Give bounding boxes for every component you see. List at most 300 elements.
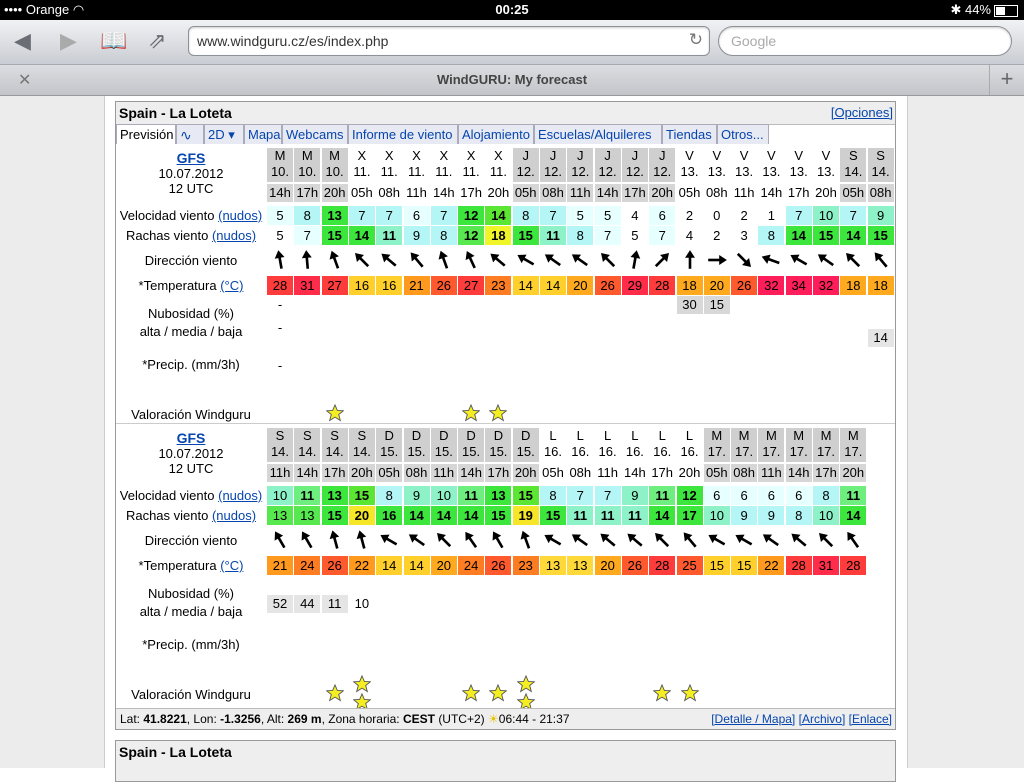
rating-stars xyxy=(322,673,348,713)
hour-cell: 17h xyxy=(485,464,511,482)
carrier-label: •••• Orange ◠ xyxy=(4,2,85,17)
speed-cell: 9 xyxy=(404,486,430,505)
temp-cell: 20 xyxy=(431,556,457,575)
tab-prevision[interactable]: Previsión xyxy=(116,124,176,144)
wind-arrow-icon xyxy=(513,249,539,273)
gusts-unit-link[interactable]: (nudos) xyxy=(211,508,257,523)
model-link[interactable]: GFS xyxy=(176,150,206,166)
rating-stars xyxy=(485,673,511,713)
speed-cell: 0 xyxy=(704,206,730,225)
hour-cell: 05h xyxy=(349,184,375,202)
day-header: L 16. xyxy=(595,428,621,462)
hour-cell: 17h xyxy=(294,184,320,202)
temp-cell: 13 xyxy=(567,556,593,575)
day-header: L 16. xyxy=(622,428,648,462)
wind-arrow-icon xyxy=(376,249,402,273)
gust-cell: 13 xyxy=(294,506,320,525)
rating-label: Valoración Windguru xyxy=(131,687,251,702)
gusts-unit-link[interactable]: (nudos) xyxy=(211,228,257,243)
cloud-low-cell: 10 xyxy=(354,596,370,611)
model-link[interactable]: GFS xyxy=(176,430,206,446)
gust-cell: 2 xyxy=(704,226,730,245)
hour-cell: 11h xyxy=(267,464,293,482)
hour-cell: 20h xyxy=(349,464,375,482)
gust-cell: 18 xyxy=(485,226,511,245)
day-header: L 16. xyxy=(540,428,566,462)
day-header: S 14. xyxy=(322,428,348,462)
hour-cell: 05h xyxy=(540,464,566,482)
day-header: M 17. xyxy=(840,428,866,462)
search-placeholder: Google xyxy=(731,33,777,49)
tab-2d[interactable]: 2D ▾ xyxy=(204,124,244,144)
cloud-label: Nubosidad (%) alta / media / baja xyxy=(139,306,243,339)
hour-cell: 20h xyxy=(840,464,866,482)
wave-icon: ∿ xyxy=(180,127,192,143)
precip-label: *Precip. (mm/3h) xyxy=(142,637,240,652)
url-text: www.windguru.cz/es/index.php xyxy=(197,33,389,49)
speed-label: Velocidad viento (nudos) xyxy=(119,208,263,223)
day-header: L 16. xyxy=(677,428,703,462)
wind-arrow-icon xyxy=(813,529,839,553)
gust-cell: 7 xyxy=(649,226,675,245)
gust-cell: 8 xyxy=(567,226,593,245)
hour-cell: 08h xyxy=(404,464,430,482)
gust-cell: 11 xyxy=(567,506,593,525)
day-header: J 12. xyxy=(540,148,566,182)
hour-cell: 05h xyxy=(840,184,866,202)
wind-arrow-icon xyxy=(622,529,648,553)
gust-cell: 17 xyxy=(677,506,703,525)
url-field[interactable] xyxy=(188,26,710,56)
model-date: 10.07.2012 xyxy=(158,166,224,181)
speed-cell: 8 xyxy=(513,206,539,225)
temp-cell: 27 xyxy=(458,276,484,295)
speed-cell: 11 xyxy=(649,486,675,505)
wind-arrow-icon xyxy=(567,529,593,553)
gusts-label: Rachas viento (nudos) xyxy=(125,508,257,523)
tab-informe[interactable]: Informe de viento xyxy=(348,124,458,144)
clock: 00:25 xyxy=(495,2,529,17)
hour-cell: 14h xyxy=(622,464,648,482)
star-icon xyxy=(677,684,703,702)
day-header: V 13. xyxy=(786,148,812,182)
wind-arrow-icon xyxy=(704,529,730,553)
temp-cell: 28 xyxy=(786,556,812,575)
cloud-low-cell: 52 xyxy=(267,595,293,613)
wind-arrow-icon xyxy=(758,529,784,553)
forecast-table xyxy=(115,101,896,730)
wifi-icon: ◠ xyxy=(72,2,85,17)
precip-label: *Precip. (mm/3h) xyxy=(142,357,240,372)
speed-cell: 8 xyxy=(813,486,839,505)
gust-cell: 5 xyxy=(267,226,293,245)
tab-mapa[interactable]: Mapa xyxy=(244,124,282,144)
speed-cell: 10 xyxy=(267,486,293,505)
hour-cell: 14h xyxy=(267,184,293,202)
hour-cell: 08h xyxy=(731,464,757,482)
precip-cell: - xyxy=(277,358,283,373)
hour-cell: 17h xyxy=(649,464,675,482)
hour-cell: 11h xyxy=(404,184,430,202)
model-run: 12 UTC xyxy=(168,181,214,196)
day-header: X 11. xyxy=(404,148,430,182)
hour-cell: 14h xyxy=(294,464,320,482)
hour-cell: 17h xyxy=(622,184,648,202)
temp-cell: 28 xyxy=(649,556,675,575)
gust-cell: 7 xyxy=(595,226,621,245)
wind-arrow-icon xyxy=(786,249,812,273)
speed-cell: 8 xyxy=(540,486,566,505)
bookmarks-icon[interactable]: 📖 xyxy=(100,28,128,53)
wind-arrow-icon xyxy=(595,249,621,273)
speed-cell: 11 xyxy=(458,486,484,505)
forecast-footer xyxy=(116,708,895,729)
hour-cell: 05h xyxy=(513,184,539,202)
gust-cell: 7 xyxy=(294,226,320,245)
tab-otros[interactable]: Otros... xyxy=(717,124,769,144)
star-icon xyxy=(485,684,511,702)
hour-cell: 20h xyxy=(649,184,675,202)
temp-cell: 14 xyxy=(404,556,430,575)
hour-cell: 17h xyxy=(813,464,839,482)
gust-cell: 14 xyxy=(404,506,430,525)
gust-cell: 10 xyxy=(704,506,730,525)
temp-cell: 23 xyxy=(513,556,539,575)
speed-label: Velocidad viento (nudos) xyxy=(119,488,263,503)
gust-cell: 11 xyxy=(595,506,621,525)
back-icon[interactable]: ◀ xyxy=(14,28,31,53)
star-icon xyxy=(349,675,375,693)
wind-arrow-icon xyxy=(267,249,293,273)
day-header: D 15. xyxy=(376,428,402,462)
options-link[interactable]: [Opciones] xyxy=(830,105,893,120)
hour-cell: 08h xyxy=(704,184,730,202)
gust-cell: 4 xyxy=(677,226,703,245)
temp-cell: 16 xyxy=(376,276,402,295)
wind-arrow-icon xyxy=(349,529,375,553)
speed-cell: 9 xyxy=(622,486,648,505)
wind-arrow-icon xyxy=(322,249,348,273)
speed-cell: 6 xyxy=(731,486,757,505)
cloud-low-cell: 11 xyxy=(322,595,348,613)
wind-arrow-icon xyxy=(431,529,457,553)
speed-cell: 15 xyxy=(513,486,539,505)
wind-arrow-icon xyxy=(868,249,894,273)
second-forecast-table xyxy=(115,740,896,782)
speed-cell: 5 xyxy=(567,206,593,225)
gust-cell: 8 xyxy=(431,226,457,245)
cloud-label: Nubosidad (%) alta / media / baja xyxy=(139,586,243,619)
temp-cell: 18 xyxy=(677,276,703,295)
temp-cell: 18 xyxy=(840,276,866,295)
speed-cell: 13 xyxy=(485,486,511,505)
sun-times: 06:44 - 21:37 xyxy=(498,712,570,726)
temp-unit-link[interactable]: (°C) xyxy=(220,558,244,573)
gust-cell: 15 xyxy=(513,226,539,245)
day-header: M 17. xyxy=(731,428,757,462)
temp-unit-link[interactable]: (°C) xyxy=(220,278,244,293)
star-icon xyxy=(458,404,484,422)
gust-cell: 14 xyxy=(786,226,812,245)
day-header: V 13. xyxy=(758,148,784,182)
day-header: J 12. xyxy=(649,148,675,182)
direction-label: Dirección viento xyxy=(144,533,238,548)
temp-cell: 22 xyxy=(758,556,784,575)
temp-cell: 16 xyxy=(349,276,375,295)
gust-cell: 20 xyxy=(349,506,375,525)
cloud-low-cell: 14 xyxy=(868,329,894,347)
hour-cell: 20h xyxy=(485,184,511,202)
speed-cell: 7 xyxy=(567,486,593,505)
hour-cell: 14h xyxy=(595,184,621,202)
speed-cell: 6 xyxy=(649,206,675,225)
day-header: D 15. xyxy=(485,428,511,462)
forward-icon[interactable]: ▶ xyxy=(60,28,77,53)
wind-arrow-icon xyxy=(404,529,430,553)
hour-cell: 08h xyxy=(376,184,402,202)
temp-cell: 13 xyxy=(540,556,566,575)
wind-arrow-icon xyxy=(758,249,784,273)
gust-cell: 15 xyxy=(322,506,348,525)
speed-cell: 2 xyxy=(731,206,757,225)
hour-cell: 17h xyxy=(458,184,484,202)
star-icon xyxy=(322,404,348,422)
day-header: M 10. xyxy=(294,148,320,182)
gust-cell: 15 xyxy=(813,226,839,245)
speed-cell: 8 xyxy=(294,206,320,225)
gust-cell: 16 xyxy=(376,506,402,525)
tab-webcams[interactable]: Webcams xyxy=(282,124,348,144)
speed-cell: 7 xyxy=(431,206,457,225)
temp-cell: 26 xyxy=(431,276,457,295)
hour-cell: 08h xyxy=(567,464,593,482)
temp-cell: 14 xyxy=(513,276,539,295)
star-icon xyxy=(458,684,484,702)
day-header: M 10. xyxy=(322,148,348,182)
day-header: D 15. xyxy=(431,428,457,462)
temp-cell: 20 xyxy=(595,556,621,575)
speed-cell: 5 xyxy=(267,206,293,225)
direction-label: Dirección viento xyxy=(144,253,238,268)
day-header: M 10. xyxy=(267,148,293,182)
temp-cell: 15 xyxy=(731,556,757,575)
speed-cell: 6 xyxy=(786,486,812,505)
speed-cell: 9 xyxy=(868,206,894,225)
gust-cell: 15 xyxy=(868,226,894,245)
footer-links xyxy=(711,712,892,726)
wind-arrow-icon xyxy=(349,249,375,273)
close-tab-icon[interactable]: ✕ xyxy=(18,72,32,89)
gust-cell: 10 xyxy=(813,506,839,525)
temp-cell: 26 xyxy=(485,556,511,575)
gust-cell: 14 xyxy=(349,226,375,245)
speed-cell: 8 xyxy=(376,486,402,505)
rating-stars xyxy=(649,673,675,713)
temp-cell: 20 xyxy=(704,276,730,295)
day-header: D 15. xyxy=(513,428,539,462)
temp-cell: 32 xyxy=(813,276,839,295)
temp-cell: 14 xyxy=(376,556,402,575)
speed-cell: 12 xyxy=(458,206,484,225)
gust-cell: 14 xyxy=(840,506,866,525)
wind-arrow-icon xyxy=(485,529,511,553)
reload-icon[interactable]: ↻ xyxy=(688,30,703,49)
hour-cell: 11h xyxy=(731,184,757,202)
hour-cell: 14h xyxy=(431,184,457,202)
hour-cell: 11h xyxy=(567,184,593,202)
temp-cell: 15 xyxy=(704,556,730,575)
day-header: S 14. xyxy=(868,148,894,182)
temp-cell: 23 xyxy=(485,276,511,295)
temp-label: *Temperatura (°C) xyxy=(138,558,244,573)
battery-indicator: ✱ 44% xyxy=(950,2,1018,18)
cloud-mid-cell: - xyxy=(277,297,283,312)
wind-arrow-icon xyxy=(322,529,348,553)
speed-cell: 6 xyxy=(758,486,784,505)
rating-stars xyxy=(458,393,484,433)
model-run: 12 UTC xyxy=(168,461,214,476)
tab-bar xyxy=(0,65,1024,96)
day-header: L 16. xyxy=(567,428,593,462)
gust-cell: 14 xyxy=(840,226,866,245)
speed-cell: 6 xyxy=(404,206,430,225)
model-info xyxy=(116,150,266,196)
wind-arrow-icon xyxy=(786,529,812,553)
wind-arrow-icon xyxy=(431,249,457,273)
gust-cell: 15 xyxy=(540,506,566,525)
temp-cell: 26 xyxy=(731,276,757,295)
speed-cell: 1 xyxy=(758,206,784,225)
hour-cell: 14h xyxy=(458,464,484,482)
wind-arrow-icon xyxy=(540,249,566,273)
second-spot-title: Spain - La Loteta xyxy=(119,744,232,760)
day-header: M 17. xyxy=(704,428,730,462)
day-header: J 12. xyxy=(567,148,593,182)
temp-cell: 29 xyxy=(622,276,648,295)
wind-arrow-icon xyxy=(376,529,402,553)
temp-cell: 25 xyxy=(677,556,703,575)
wind-arrow-icon xyxy=(622,249,648,273)
gust-cell: 14 xyxy=(431,506,457,525)
hour-cell: 20h xyxy=(322,184,348,202)
gust-cell: 5 xyxy=(622,226,648,245)
status-bar xyxy=(0,0,1024,20)
tab-alojamiento[interactable]: Alojamiento xyxy=(458,124,534,144)
bluetooth-icon: ✱ xyxy=(950,2,962,17)
wind-arrow-icon xyxy=(540,529,566,553)
hour-cell: 17h xyxy=(786,184,812,202)
temp-cell: 26 xyxy=(595,276,621,295)
gust-cell: 14 xyxy=(458,506,484,525)
hour-cell: 11h xyxy=(431,464,457,482)
day-header: V 13. xyxy=(677,148,703,182)
battery-icon xyxy=(994,5,1018,17)
star-icon xyxy=(485,404,511,422)
rating-label: Valoración Windguru xyxy=(131,407,251,422)
forecast-tabs xyxy=(116,124,895,145)
speed-cell: 12 xyxy=(677,486,703,505)
speed-cell: 5 xyxy=(595,206,621,225)
model-info xyxy=(116,430,266,476)
cloud-low-cell: 44 xyxy=(294,595,320,613)
hour-cell: 14h xyxy=(786,464,812,482)
spot-title: Spain - La Loteta xyxy=(119,105,232,121)
hour-cell: 17h xyxy=(322,464,348,482)
wind-arrow-icon xyxy=(404,249,430,273)
temp-cell: 26 xyxy=(622,556,648,575)
speed-cell: 7 xyxy=(595,486,621,505)
share-icon[interactable]: ⇗ xyxy=(148,28,167,53)
search-field[interactable] xyxy=(718,26,1012,56)
hour-cell: 08h xyxy=(540,184,566,202)
day-header: L 16. xyxy=(649,428,675,462)
gust-cell: 11 xyxy=(376,226,402,245)
wind-arrow-icon xyxy=(677,529,703,553)
star-icon xyxy=(649,684,675,702)
temp-cell: 26 xyxy=(322,556,348,575)
rating-stars xyxy=(513,673,539,713)
temp-cell: 32 xyxy=(758,276,784,295)
day-header: M 17. xyxy=(758,428,784,462)
hour-cell: 20h xyxy=(677,464,703,482)
tab-wave[interactable] xyxy=(176,124,204,144)
cloud-mid-cell: 15 xyxy=(704,296,730,314)
archive-link[interactable]: [Archivo] xyxy=(798,712,846,726)
wind-arrow-icon xyxy=(595,529,621,553)
tab-tiendas[interactable]: Tiendas xyxy=(662,124,717,144)
temp-label: *Temperatura (°C) xyxy=(138,278,244,293)
wind-arrow-icon xyxy=(485,249,511,273)
wind-arrow-icon xyxy=(840,249,866,273)
hour-cell: 20h xyxy=(513,464,539,482)
gust-cell: 8 xyxy=(786,506,812,525)
wind-arrow-icon xyxy=(567,249,593,273)
speed-cell: 13 xyxy=(322,206,348,225)
temp-cell: 21 xyxy=(404,276,430,295)
temp-cell: 27 xyxy=(322,276,348,295)
gust-cell: 8 xyxy=(758,226,784,245)
speed-cell: 4 xyxy=(622,206,648,225)
temp-cell: 14 xyxy=(540,276,566,295)
temp-cell: 31 xyxy=(294,276,320,295)
speed-cell: 14 xyxy=(485,206,511,225)
temp-cell: 21 xyxy=(267,556,293,575)
gust-cell: 3 xyxy=(731,226,757,245)
speed-cell: 15 xyxy=(349,486,375,505)
day-header: X 11. xyxy=(458,148,484,182)
day-header: S 14. xyxy=(349,428,375,462)
tab-title[interactable]: WindGURU: My forecast xyxy=(436,72,588,87)
gust-cell: 11 xyxy=(622,506,648,525)
speed-unit-link[interactable]: (nudos) xyxy=(218,488,263,503)
temp-cell: 31 xyxy=(813,556,839,575)
hour-cell: 05h xyxy=(376,464,402,482)
hour-cell: 11h xyxy=(758,464,784,482)
speed-unit-link[interactable]: (nudos) xyxy=(218,208,263,223)
hour-cell: 08h xyxy=(868,184,894,202)
new-tab-button[interactable]: + xyxy=(989,65,1024,95)
detail-map-link[interactable]: [Detalle / Mapa] xyxy=(711,712,796,726)
gusts-label: Rachas viento (nudos) xyxy=(125,228,257,243)
temp-cell: 28 xyxy=(649,276,675,295)
temp-cell: 18 xyxy=(868,276,894,295)
hour-cell: 05h xyxy=(677,184,703,202)
link-link[interactable]: [Enlace] xyxy=(848,712,892,726)
wind-arrow-icon xyxy=(813,249,839,273)
wind-arrow-icon xyxy=(704,249,730,273)
tab-escuelas[interactable]: Escuelas/Alquileres xyxy=(534,124,662,144)
wind-arrow-icon xyxy=(294,249,320,273)
